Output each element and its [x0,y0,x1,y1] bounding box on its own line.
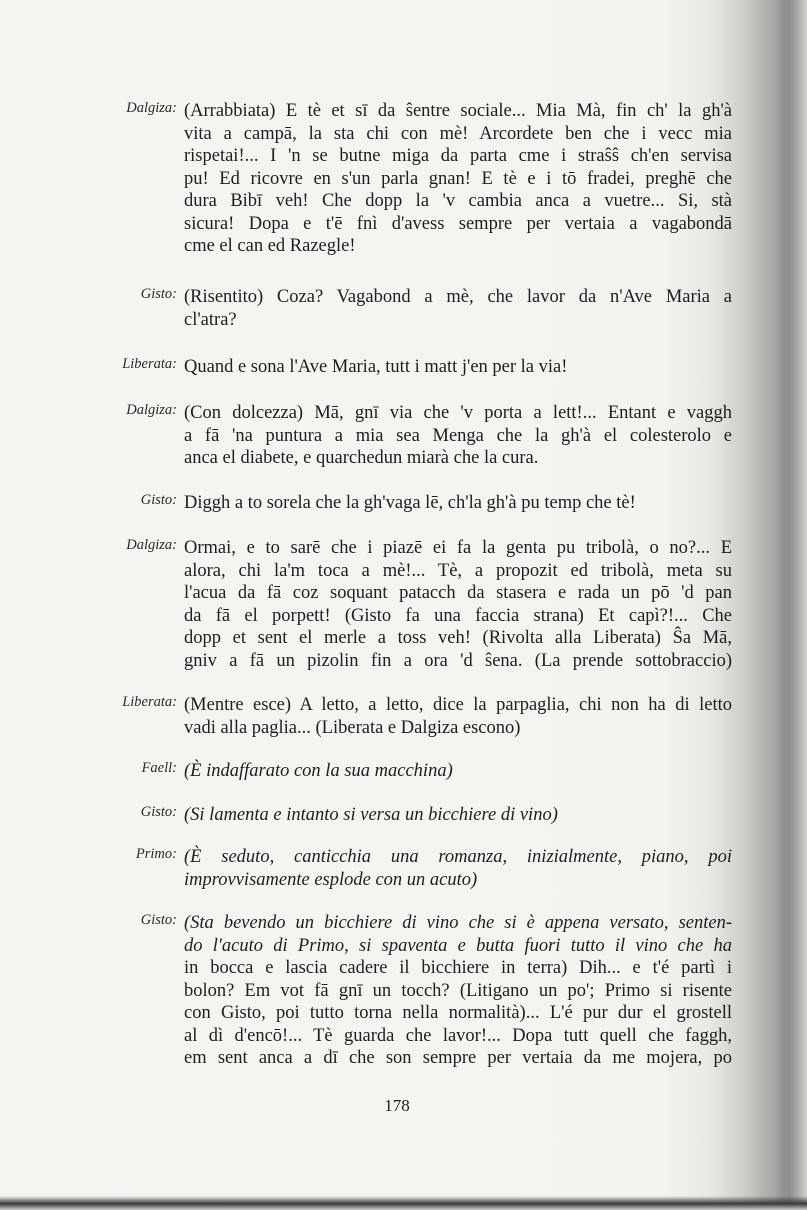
text-line: dura Bibī veh! Che dopp la 'v cambia anca a vuetre... Si, stà [184,191,732,211]
speaker-name: Gisto: [140,286,177,302]
text-line: da fā el porpett! (Gisto fa una faccia strana) Et capì?!... Che [184,605,732,626]
dialogue-text [184,286,732,331]
text-line: Diggh a to sorela che la gh'vaga lē, ch'la gh'à pu temp che tè! [184,493,636,513]
dialogue-text [184,537,732,672]
speaker-name: Dalgiza: [126,537,177,553]
text-line: dopp et sent el merle a toss veh! (Rivolta alla Liberata) Ŝa Mā, [184,628,732,648]
text-line: a fā 'na puntura a mia sea Menga che la gh'à el colesterolo e [184,425,732,446]
text-line: bolon? Em vot fā gnī un tocch? (Litigano un po'; Primo si risente [184,980,732,1001]
text-line: (Sta bevendo un bicchiere di vino che si è appena versato, senten- [184,913,732,933]
page-number: 178 [384,1096,410,1115]
dialogue-text [184,100,732,258]
text-line: alora, chi la'm toca a mè!... Tè, a propozit ed tribolà, meta su [184,560,732,581]
text-line: vita a campā, la sta chi con mè! Arcordete ben che i vecc mia [184,123,732,144]
text-line: (Risentito) Coza? Vagabond a mè, che lavor da n'Ave Maria a [184,287,732,307]
speaker-name: Liberata: [122,356,177,372]
speaker-name: Gisto: [140,804,177,820]
text-line: l'acua da fā coz soquant patacch da stasera e rada un pō 'd pan [184,583,732,603]
text-line: (È indaffarato con la sua macchina) [184,761,453,781]
speaker-name: Liberata: [122,694,177,710]
text-line: Ormai, e to sarē che i piazē ei fa la genta pu tribolà, o no?... E [184,538,732,558]
speaker-name: Dalgiza: [126,100,177,116]
book-spine-shadow [747,0,807,1210]
text-line: anca el diabete, e quarchedun miarà che la cura. [184,448,539,468]
text-line: con Gisto, poi tutto torna nella normalità)... L'é pur dur el grostell [184,1003,732,1023]
dialogue-text [184,402,732,470]
speaker-name: Dalgiza: [126,402,177,418]
text-line: cl'atra? [184,309,237,330]
text-line: (Con dolcezza) Mā, gnī via che 'v porta a lett!... Entant e vaggh [184,403,732,423]
dialogue-text [184,846,732,891]
text-line: Quand e sona l'Ave Maria, tutt i matt j'en per la via! [184,357,568,377]
text-line: (Mentre esce) A letto, a letto, dice la parpaglia, chi non ha di letto [184,695,732,715]
page-bottom-edge [0,1196,807,1210]
text-line: rispetai!... I 'n se butne miga da parta cme i straŝŝ ch'en servisa [184,146,732,166]
speaker-name: Primo: [135,846,177,862]
text-line: do l'acuto di Primo, si spaventa e butta fuori tutto il vino che ha [184,935,732,956]
text-line: (Arrabbiata) E tè et sī da ŝentre sociale... Mia Mà, fin ch' la gh'à [184,101,732,121]
speaker-name: Gisto: [140,492,177,508]
dialogue-text [184,804,732,827]
text-line: pu! Ed ricovre en s'un parla gnan! E tè e i tō fradei, preghē che [184,168,732,189]
dialogue-text [184,694,732,739]
speaker-name: Faell: [141,760,177,776]
dialogue-text [184,356,732,379]
dialogue-text [184,760,732,783]
text-line: vadi alla paglia... (Liberata e Dalgiza escono) [184,717,521,738]
text-line: in bocca e lascia cadere il bicchiere in terra) Dih... e t'é partì i [184,958,732,978]
text-line: sicura! Dopa e t'ē fnì d'avess sempre per vertaia a vagabondā [184,213,732,234]
text-line: al dì d'encō!... Tè guarda che lavor!... Dopa tutt quell che faggh, [184,1025,732,1046]
text-line: em sent anca a dī che son sempre per vertaia da me mojera, po [184,1048,732,1068]
text-line: improvvisamente esplode con un acuto) [184,869,478,890]
dialogue-text [184,492,732,515]
text-line: (È seduto, canticchia una romanza, inizialmente, piano, poi [184,847,732,867]
text-line: cme el can ed Razegle! [184,236,356,256]
speaker-name: Gisto: [140,912,177,928]
text-line: gniv a fā un pizolin fin a ora 'd ŝena. (La prende sottobraccio) [184,650,732,671]
text-line: (Si lamenta e intanto si versa un bicchiere di vino) [184,805,558,825]
dialogue-text [184,912,732,1070]
